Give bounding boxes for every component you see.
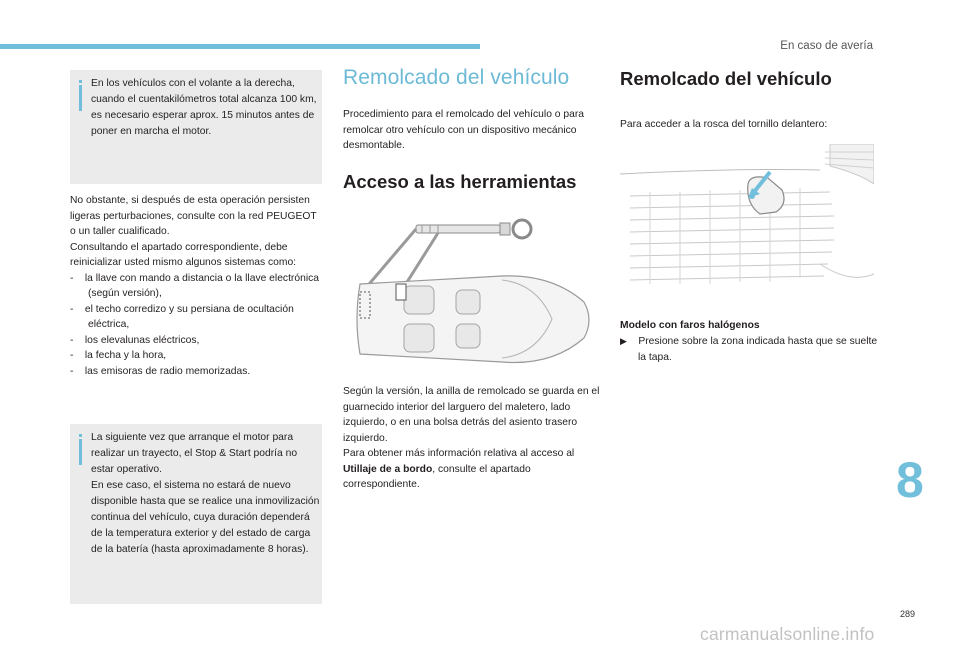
paragraph-text-2: Consultando el apartado correspondiente, debe reinicializar usted mismo algunos sistemas como: — [70, 241, 297, 268]
onboard-tools-link: Utillaje de a bordo — [343, 463, 433, 475]
front-screw-intro: Para acceder a la rosca del tornillo delantero: — [620, 119, 828, 130]
body-paragraph — [70, 193, 322, 379]
car-tools-illustration — [352, 212, 598, 370]
heading-tools-access: Acceso a las herramientas — [343, 171, 577, 192]
header-accent-bar — [0, 44, 480, 49]
list-item: - el techo corredizo y su persiana de ocultación eléctrica, — [70, 303, 294, 330]
page-number: 289 — [900, 609, 916, 619]
section-title: En caso de avería — [780, 40, 873, 52]
info-box-stop-start — [70, 424, 322, 604]
watermark: carmanualsonline.info — [700, 624, 875, 644]
caption-halogen: Modelo con faros halógenos — [620, 320, 760, 331]
grille-caption — [620, 318, 880, 366]
list-item: - los elevalunas eléctricos, — [70, 334, 200, 346]
towing-intro: Procedimiento para el remolcado del vehículo o para remolcar otro vehículo con un dispositivo mecánico desmontable. — [343, 109, 584, 151]
info-text-stop-start: La siguiente vez que arranque el motor para realizar un trayecto, el Stop & Start podría no estar operativo. En ese caso, el sistema no estará de nuevo disponible hasta que se realice una inmovilización continua del vehículo, cuya duración dependerá de la temperatura exterior y del estado de carga de la batería (hasta aproximadamente 8 horas). — [91, 432, 320, 555]
list-item: - la llave con mando a distancia o la llave electrónica (según versión), — [70, 272, 319, 299]
tools-paragraph: Según la versión, la anilla de remolcado se guarda en el guarnecido interior del larguero del maletero, lado izquierdo, o en una bolsa detrás del asiento trasero izquierdo. Para obtener más información relativa al acceso al Utillaje de a bordo, consulte el apartado correspondiente. — [343, 386, 600, 490]
heading-towing-front: Remolcado del vehículo — [620, 68, 832, 89]
info-icon — [79, 434, 82, 465]
heading-towing: Remolcado del vehículo — [343, 66, 570, 89]
step-item: ▶ Presione sobre la zona indicada hasta que se suelte la tapa. — [620, 335, 878, 363]
info-text-steering: En los vehículos con el volante a la derecha, cuando el cuentakilómetros total alcanza 100 km, es necesario esperar aprox. 15 minutos antes de poner en marcha el motor. — [91, 78, 317, 137]
info-box-steering — [70, 70, 322, 184]
list-item: - las emisoras de radio memorizadas. — [70, 365, 251, 377]
info-icon — [79, 80, 82, 111]
list-item: - la fecha y la hora, — [70, 350, 167, 361]
paragraph-text: No obstante, si después de esta operación persisten ligeras perturbaciones, consulte con la red PEUGEOT o un taller cualificado. — [70, 195, 317, 237]
front-grille-illustration — [620, 144, 874, 304]
chapter-tab: 8 — [896, 452, 924, 508]
